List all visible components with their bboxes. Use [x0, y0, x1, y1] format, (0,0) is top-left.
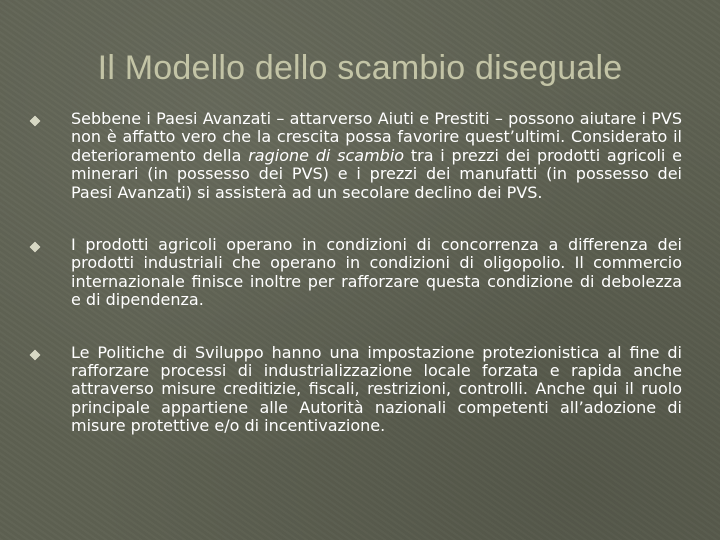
- bullet-3-text: Le Politiche di Sviluppo hanno una impostazione protezionistica al fine di rafforzare processi di industrializzazione locale forzata e rapida anche attraverso misure creditizie, fiscali, restrizioni, controlli. Anche qui il ruolo principale appartiene alle Autorità nazionali competenti all’adozione di misure protettive e/o di incentivazione.: [71, 342, 682, 436]
- diamond-bullet-icon: [29, 241, 40, 252]
- bullet-1-italic-term: ragione di scambio: [248, 145, 405, 165]
- bullet-item-1: [22, 110, 682, 202]
- bullet-item-3: [22, 344, 682, 436]
- bullet-2-text: I prodotti agricoli operano in condizioni di concorrenza a differenza dei prodotti industriali che operano in condizioni di oligopolio. Il commercio internazionale finisce inoltre per rafforzare questa condizione di debolezza e di dipendenza.: [71, 235, 682, 310]
- slide-title: Il Modello dello scambio diseguale: [97, 49, 623, 87]
- bullet-item-2: [22, 236, 682, 310]
- bullet-list: [22, 110, 682, 436]
- diamond-bullet-icon: [29, 115, 40, 126]
- diamond-bullet-icon: [29, 349, 40, 360]
- bullet-1-text-end: tra i prezzi dei prodotti agricoli e minerari (in possesso dei PVS) e i prezzi dei manufatti (in possesso dei Paesi Avanzati) si assisterà ad un secolare declino dei PVS.: [71, 145, 683, 202]
- bullet-1-text-start: Sebbene i Paesi Avanzati – attarverso Aiuti e Prestiti – possono aiutare i PVS non è affatto vero che la crescita possa favorire quest’ultimi. Considerato il deterioramento della: [71, 109, 682, 165]
